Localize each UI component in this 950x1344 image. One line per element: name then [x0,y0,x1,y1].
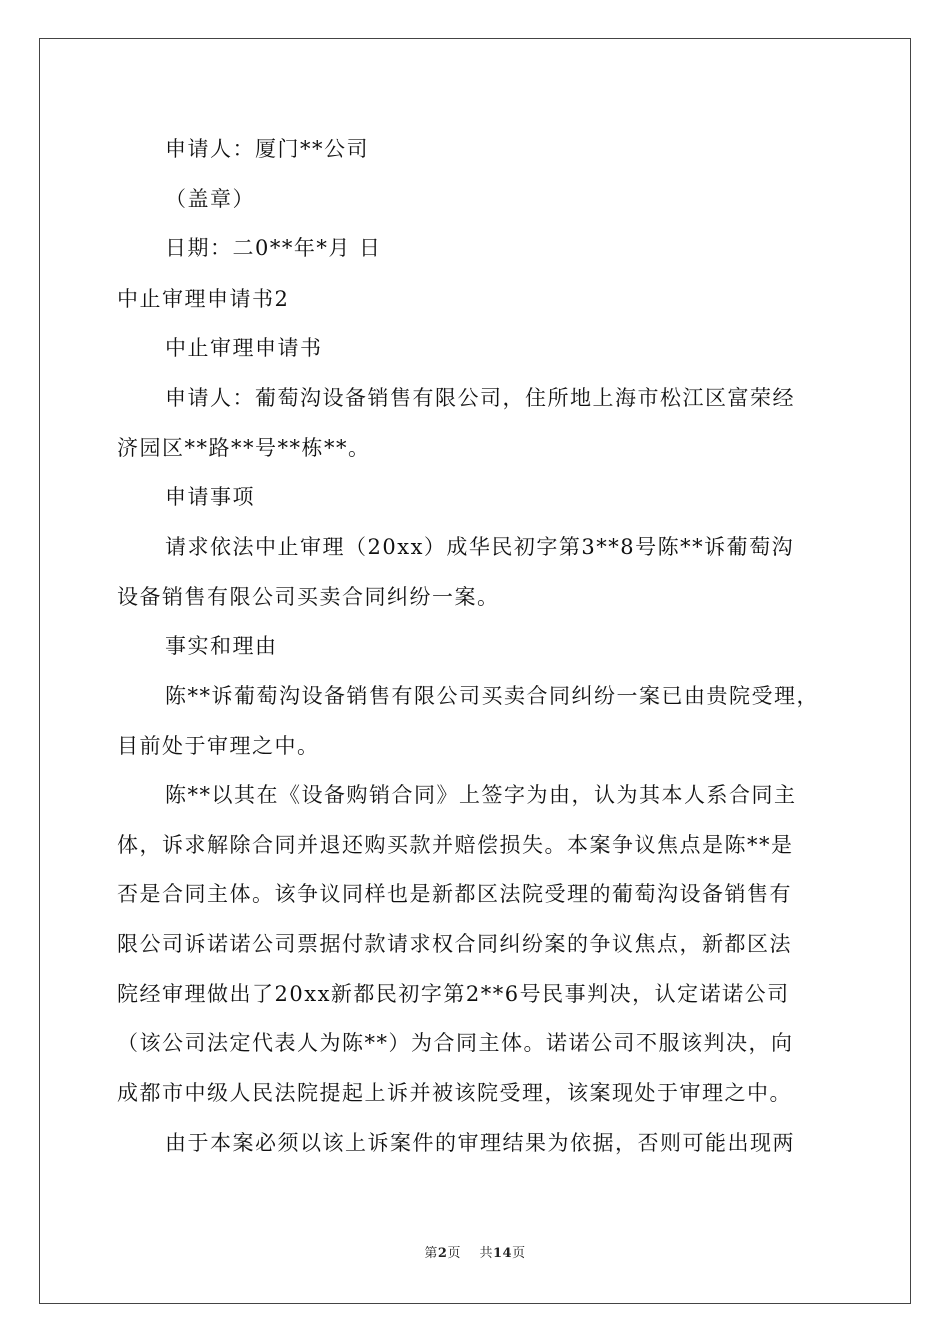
facts-paragraph-2-line4: 限公司诉诺诺公司票据付款请求权合同纠纷案的争议焦点，新都区法 [117,932,792,956]
section-heading: 中止审理申请书2 [117,287,290,311]
footer-suffix: 页 [512,1246,526,1261]
request-heading: 申请事项 [165,485,255,509]
seal-line: （盖章） [165,187,255,211]
facts-paragraph-3: 由于本案必须以该上诉案件的审理结果为依据，否则可能出现两 [165,1131,795,1155]
footer-prefix: 第 [424,1246,438,1261]
facts-paragraph-2-line7: 成都市中级人民法院提起上诉并被该院受理，该案现处于审理之中。 [117,1081,792,1105]
facts-heading: 事实和理由 [165,634,278,658]
facts-paragraph-2-line6: （该公司法定代表人为陈**）为合同主体。诺诺公司不服该判决，向 [117,1031,794,1055]
facts-paragraph-2-line5: 院经审理做出了20xx新都民初字第2**6号民事判决，认定诺诺公司 [117,982,790,1006]
document-title: 中止审理申请书 [165,336,323,360]
footer-middle: 页 共 [447,1246,493,1261]
applicant-paragraph: 申请人：葡萄沟设备销售有限公司，住所地上海市松江区富荣经 [165,386,795,410]
date-line: 日期：二0**年*月 日 [165,236,382,260]
request-paragraph-cont: 设备销售有限公司买卖合同纠纷一案。 [117,585,500,609]
facts-paragraph-1: 陈**诉葡萄沟设备销售有限公司买卖合同纠纷一案已由贵院受理， [165,684,819,708]
current-page-number: 2 [437,1246,448,1261]
facts-paragraph-2-line3: 否是合同主体。该争议同样也是新都区法院受理的葡萄沟设备销售有 [117,882,792,906]
page-number-footer [0,1245,950,1263]
total-page-number: 14 [492,1246,513,1261]
applicant-paragraph-cont: 济园区**路**号**栋**。 [117,436,371,460]
page-border [39,38,911,1304]
facts-paragraph-2-line2: 体，诉求解除合同并退还购买款并赔偿损失。本案争议焦点是陈**是 [117,833,794,857]
applicant-line: 申请人：厦门**公司 [165,137,369,161]
facts-paragraph-2: 陈**以其在《设备购销合同》上签字为由，认为其本人系合同主 [165,783,797,807]
request-paragraph: 请求依法中止审理（20xx）成华民初字第3**8号陈**诉葡萄沟 [165,535,795,559]
facts-paragraph-1-cont: 目前处于审理之中。 [117,734,320,758]
